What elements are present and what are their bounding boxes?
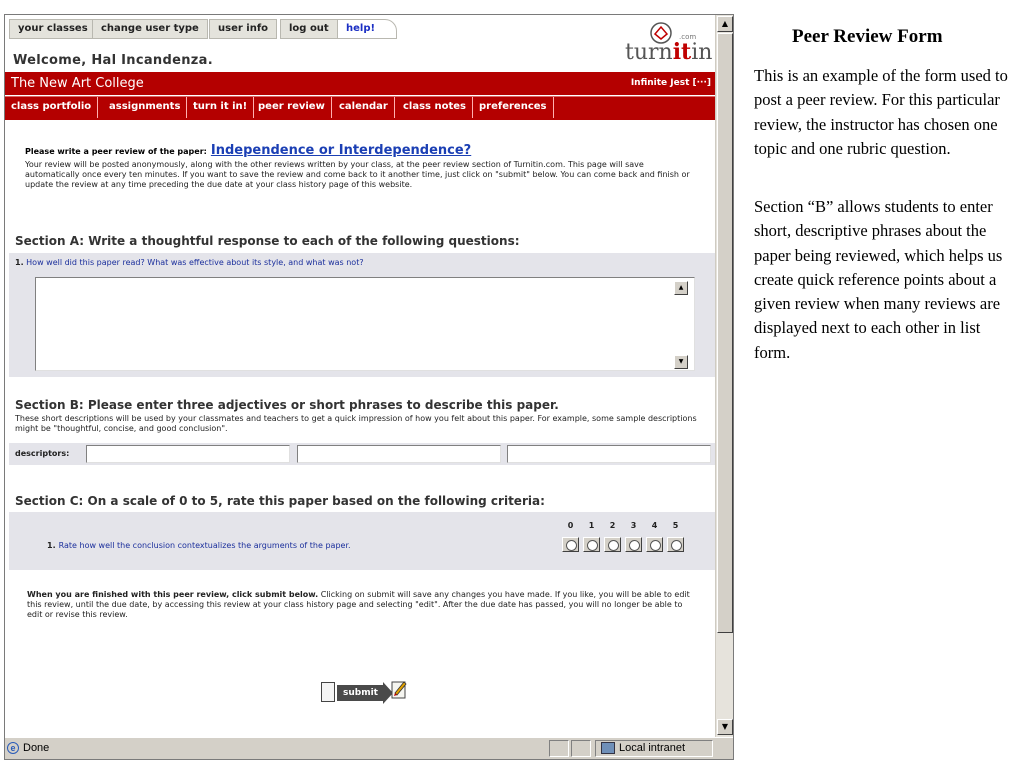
rating-radio-0[interactable]	[562, 537, 579, 552]
descriptor-input-3[interactable]	[507, 445, 711, 463]
rating-radio-2[interactable]	[604, 537, 621, 552]
welcome-message: Welcome, Hal Incandenza.	[13, 53, 213, 68]
logo-text: turnitin	[625, 39, 713, 65]
descriptors-label: descriptors:	[15, 449, 70, 458]
section-a-question-panel	[9, 253, 715, 377]
college-bar	[5, 72, 715, 95]
section-a-answer-textarea[interactable]	[35, 277, 695, 371]
nav-divider	[5, 118, 715, 120]
scale-label-5: 5	[672, 521, 679, 530]
section-a-question	[15, 258, 364, 267]
rating-radio-4[interactable]	[646, 537, 663, 552]
class-name[interactable]: Infinite Jest [···]	[630, 78, 711, 88]
scroll-down-icon[interactable]: ▼	[717, 719, 733, 735]
page-content	[5, 15, 715, 737]
review-intro	[25, 139, 695, 190]
tab-peer-review[interactable]: peer review	[252, 97, 332, 118]
scale-label-3: 3	[630, 521, 637, 530]
section-a-question-number: 1.	[15, 258, 24, 267]
section-a-question-text: How well did this paper read? What was effective about its style, and what was not?	[26, 258, 364, 267]
scale-label-4: 4	[651, 521, 658, 530]
descriptor-input-2[interactable]	[297, 445, 501, 463]
status-cell-1	[549, 740, 569, 757]
nav-log-out[interactable]: log out	[280, 19, 338, 39]
tab-class-portfolio[interactable]: class portfolio	[5, 97, 98, 118]
side-panel-paragraph-1: This is an example of the form used to post a peer review. For this particular review, the instructor has chosen one topic and one rubric question.	[754, 66, 1008, 158]
scrollbar-thumb[interactable]	[717, 33, 733, 633]
scroll-up-icon[interactable]: ▲	[717, 16, 733, 32]
intranet-zone-icon	[601, 742, 615, 754]
intro-text: Your review will be posted anonymously, along with the other reviews written by your class, at the peer review section of Turnitin.com. This page will save automatically once every ten minutes. If you want to save the review and come back to it another time, just click on "submit" below. You can come back and finish or update the review at any time preceding the due date at your class history page of this website.	[25, 160, 690, 189]
section-c-heading: Section C: On a scale of 0 to 5, rate this paper based on the following criteria:	[15, 494, 545, 508]
section-b-description: These short descriptions will be used by your classmates and teachers to get a quick impression of how you felt about this paper. For example, some sample descriptions might be "thoughtful, concise, and good conclusion".	[15, 414, 697, 433]
turnitin-logo[interactable]	[617, 21, 713, 71]
tab-turn-it-in[interactable]: turn it in!	[187, 97, 254, 118]
browser-window	[4, 14, 734, 760]
paper-title-link[interactable]: Independence or Interdependence?	[210, 143, 472, 158]
rating-radio-1[interactable]	[583, 537, 600, 552]
textarea-scroll-up-icon[interactable]: ▲	[674, 281, 688, 295]
submit-button[interactable]	[321, 679, 409, 709]
tab-class-notes[interactable]: class notes	[397, 97, 473, 118]
scale-label-2: 2	[609, 521, 616, 530]
class-nav	[5, 96, 715, 118]
tab-calendar[interactable]: calendar	[333, 97, 395, 118]
page-scrollbar[interactable]	[715, 15, 733, 737]
side-panel-paragraph-2: Section “B” allows students to enter short, descriptive phrases about the paper being reviewed, which helps us create quick reference points about a given review when many reviews are displayed next to each other in list form.	[754, 197, 1003, 362]
rating-radio-3[interactable]	[625, 537, 642, 552]
section-c-question: 1. Rate how well the conclusion contextualizes the arguments of the paper.	[47, 541, 351, 550]
finish-instructions-text: Clicking on submit will save any changes you have made. If you like, you will be able to edit this review, until the due date, by accessing this review at your class history page and selecting "edit". After the due date has passed, you will no longer be able to edit or revise this review.	[27, 590, 690, 619]
scale-label-0: 0	[567, 521, 574, 530]
nav-change-user-type[interactable]: change user type	[92, 19, 208, 39]
status-cell-2	[571, 740, 591, 757]
nav-help[interactable]: help!	[337, 19, 397, 39]
section-b-heading: Section B: Please enter three adjectives or short phrases to describe this paper.	[15, 398, 559, 412]
section-a-heading: Section A: Write a thoughtful response to each of the following questions:	[15, 234, 520, 248]
top-nav	[9, 19, 409, 41]
scale-label-1: 1	[588, 521, 595, 530]
pencil-icon	[391, 679, 407, 699]
section-c-question-text: Rate how well the conclusion contextualizes the arguments of the paper.	[58, 541, 351, 550]
nav-your-classes[interactable]: your classes	[9, 19, 97, 39]
logo-dotcom: .com	[679, 33, 697, 41]
status-bar	[5, 737, 733, 759]
finish-instructions	[27, 590, 697, 620]
rating-radio-5[interactable]	[667, 537, 684, 552]
college-name: The New Art College	[11, 76, 144, 91]
zone-text: Local intranet	[619, 742, 686, 754]
descriptor-input-1[interactable]	[86, 445, 290, 463]
tab-assignments[interactable]: assignments	[103, 97, 187, 118]
intro-prompt: Please write a peer review of the paper:	[25, 147, 207, 156]
ie-page-icon: e	[7, 742, 19, 754]
textarea-scroll-down-icon[interactable]: ▼	[674, 355, 688, 369]
side-panel-title: Peer Review Form	[792, 26, 943, 47]
submit-label: submit	[337, 685, 383, 701]
document-icon	[321, 682, 335, 702]
descriptors-row	[9, 443, 715, 465]
section-c-rating-panel	[9, 512, 715, 570]
status-text: Done	[23, 742, 50, 754]
finish-instructions-bold: When you are finished with this peer review, click submit below.	[27, 590, 319, 599]
tab-preferences[interactable]: preferences	[473, 97, 554, 118]
nav-user-info[interactable]: user info	[209, 19, 277, 39]
